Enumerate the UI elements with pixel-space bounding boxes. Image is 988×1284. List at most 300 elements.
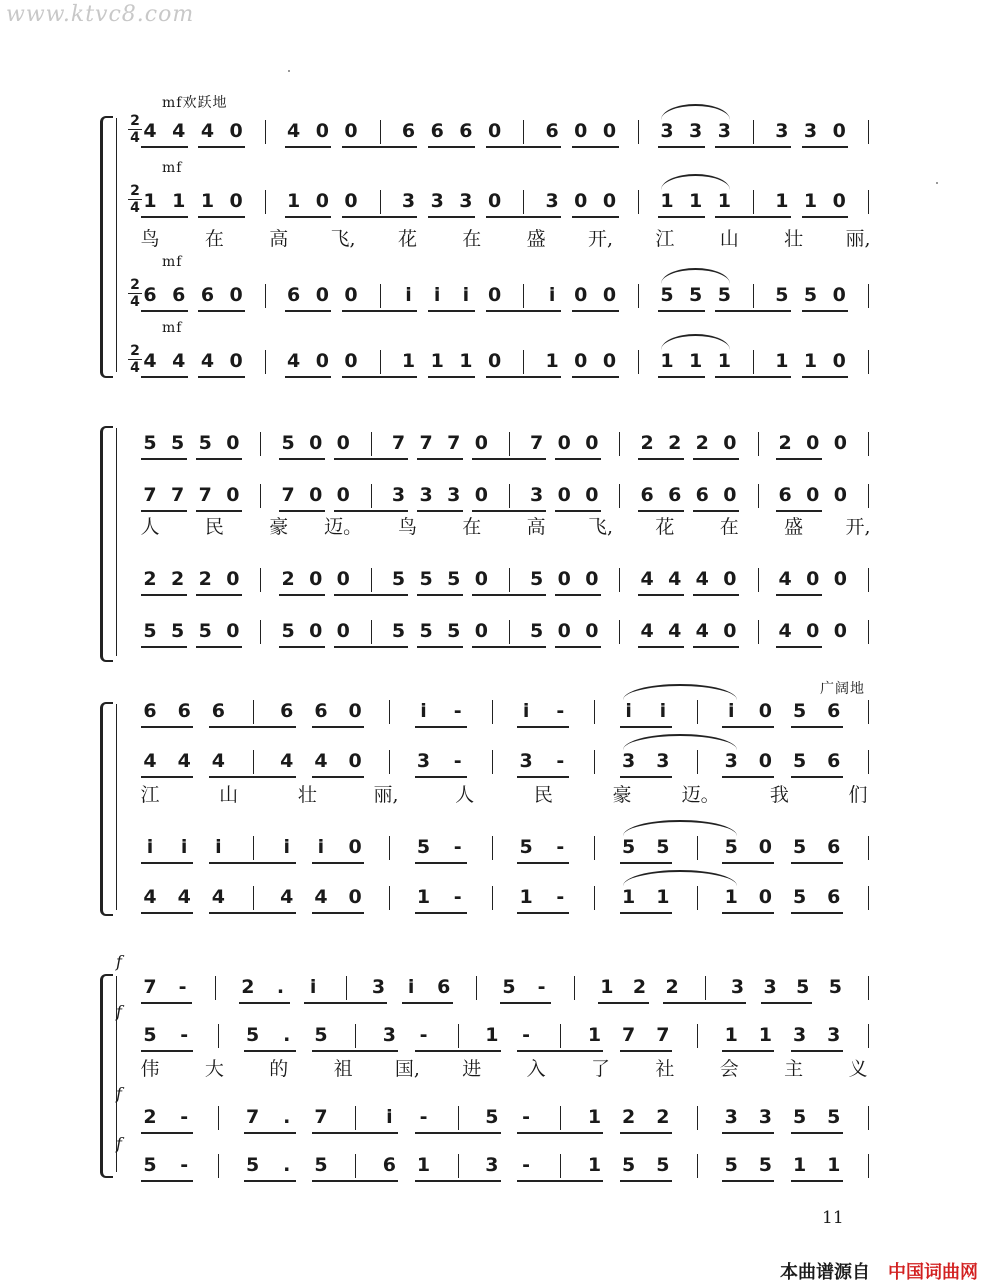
barline — [371, 620, 372, 644]
beam-underline — [239, 1002, 290, 1004]
barline — [492, 750, 493, 774]
numbered-note: 0 — [602, 350, 617, 372]
numbered-note: 6 — [177, 700, 191, 722]
numbered-note: 1 — [803, 190, 818, 212]
dynamic-marking: f — [116, 1084, 123, 1103]
numbered-note: 7 — [143, 976, 157, 998]
beam-underline — [279, 594, 325, 596]
numbered-note: 4 — [200, 120, 215, 142]
beam-underline — [342, 376, 417, 378]
tie-slur — [661, 174, 730, 190]
numbered-note: 0 — [488, 350, 502, 372]
barline — [260, 432, 261, 456]
numbered-note: i — [146, 836, 154, 858]
barline — [509, 620, 510, 644]
numbered-note: 4 — [280, 886, 294, 908]
beam-underline — [334, 646, 407, 648]
numbered-note: 6 — [172, 284, 186, 306]
lyric-syllable: 人 — [455, 784, 475, 806]
numbered-note: 7 — [622, 1024, 636, 1046]
numbered-note: 0 — [585, 432, 599, 454]
barline — [218, 1154, 219, 1178]
barline — [389, 836, 390, 860]
numbered-note: 0 — [574, 284, 588, 306]
numbered-note: 5 — [724, 836, 738, 858]
lyric-syllable: 花 — [655, 516, 675, 538]
time-signature: 2 4 — [128, 184, 142, 215]
beam-underline — [791, 1180, 843, 1182]
numbered-note: 3 — [660, 120, 674, 142]
numbered-note: 5 — [529, 568, 544, 590]
numbered-note: 4 — [211, 886, 225, 908]
numbered-note: 0 — [557, 568, 571, 590]
numbered-note: 3 — [758, 1106, 773, 1128]
numbered-note: 1 — [724, 1024, 738, 1046]
numbered-note: 5 — [803, 284, 818, 306]
barline — [355, 1106, 356, 1130]
numbered-note: 5 — [447, 568, 461, 590]
beam-underline — [722, 1050, 774, 1052]
numbered-note: 5 — [143, 1154, 157, 1176]
numbered-note: 0 — [557, 432, 571, 454]
barline — [758, 484, 759, 508]
dash-note: - — [453, 750, 462, 772]
numbered-note: 4 — [778, 620, 792, 642]
numbered-note: 2 — [143, 568, 157, 590]
barline — [260, 484, 261, 508]
barline — [260, 620, 261, 644]
beam-underline — [620, 862, 672, 864]
part-line — [0, 1152, 988, 1178]
numbered-note: 7 — [245, 1106, 260, 1128]
beam-underline — [620, 1050, 672, 1052]
augmentation-dot: . — [283, 1106, 291, 1128]
beam-underline — [279, 646, 325, 648]
part-line — [0, 698, 988, 724]
beam-underline — [279, 510, 325, 512]
beam-underline — [598, 1002, 649, 1004]
beam-underline — [620, 912, 672, 914]
barline — [753, 190, 754, 214]
numbered-note: 0 — [832, 190, 846, 212]
beam-underline — [417, 510, 463, 512]
barline — [753, 284, 754, 308]
barline — [638, 350, 639, 374]
numbered-note: 0 — [723, 484, 737, 506]
beam-underline — [312, 912, 364, 914]
numbered-note: 7 — [391, 432, 406, 454]
numbered-note: 0 — [602, 190, 617, 212]
numbered-note: 2 — [665, 976, 679, 998]
dynamic-marking: f — [116, 1002, 123, 1021]
beam-underline — [802, 376, 849, 378]
barline — [492, 886, 493, 910]
beam-underline — [244, 1050, 296, 1052]
lyric-syllable: 江 — [140, 784, 160, 806]
beam-underline — [244, 1132, 296, 1134]
lyric-syllable: 高 — [269, 228, 289, 250]
numbered-note: 0 — [348, 836, 362, 858]
numbered-note: i — [309, 976, 317, 998]
numbered-note: 5 — [792, 750, 807, 772]
numbered-note: 0 — [602, 120, 617, 142]
time-signature: 2 4 — [128, 344, 142, 375]
numbered-note: 4 — [286, 120, 301, 142]
numbered-note: 5 — [391, 620, 406, 642]
lyric-syllable: 开, — [845, 516, 871, 538]
numbered-note: 0 — [488, 190, 502, 212]
numbered-note: 0 — [806, 568, 820, 590]
barline — [868, 432, 869, 456]
barline — [868, 886, 869, 910]
lyric-syllable: 豪 — [612, 784, 632, 806]
numbered-note: 0 — [344, 284, 358, 306]
barline — [868, 700, 869, 724]
numbered-note: 1 — [792, 1154, 807, 1176]
barline — [523, 350, 524, 374]
beam-underline — [722, 1132, 774, 1134]
beam-underline — [342, 216, 417, 218]
lyric-syllable: 盛 — [526, 228, 546, 250]
barline — [758, 620, 759, 644]
numbered-note: 4 — [143, 750, 157, 772]
barline — [638, 284, 639, 308]
beam-underline — [791, 726, 843, 728]
numbered-note: 0 — [557, 620, 571, 642]
barline — [868, 1106, 869, 1130]
barline — [868, 750, 869, 774]
numbered-note: 5 — [170, 620, 185, 642]
numbered-note: 0 — [226, 432, 240, 454]
numbered-note: 5 — [724, 1154, 738, 1176]
beam-underline — [693, 510, 739, 512]
numbered-note: 0 — [833, 568, 847, 590]
watermark: www.ktvc8.com — [6, 2, 195, 27]
numbered-note: 1 — [143, 190, 157, 212]
barline — [265, 350, 266, 374]
barline — [492, 836, 493, 860]
beam-underline — [285, 216, 332, 218]
numbered-note: 0 — [758, 750, 773, 772]
beam-underline — [196, 458, 242, 460]
numbered-note: 3 — [459, 190, 473, 212]
barline — [868, 484, 869, 508]
beam-underline — [572, 146, 619, 148]
numbered-note: 0 — [315, 120, 329, 142]
beam-underline — [620, 726, 672, 728]
lyric-syllable: 迈。 — [681, 784, 720, 806]
numbered-note: 0 — [574, 120, 588, 142]
numbered-note: 0 — [723, 432, 737, 454]
numbered-note: 1 — [660, 190, 674, 212]
numbered-note: 7 — [419, 432, 433, 454]
lyric-syllable: 主 — [784, 1058, 804, 1080]
numbered-note: 5 — [419, 620, 433, 642]
numbered-note: 5 — [143, 432, 157, 454]
numbered-note: 4 — [640, 568, 654, 590]
numbered-note: 2 — [695, 432, 709, 454]
beam-underline — [428, 376, 475, 378]
lyric-syllable: 飞, — [330, 228, 356, 250]
beam-underline — [312, 726, 364, 728]
numbered-note: i — [420, 700, 427, 722]
numbered-note: 7 — [170, 484, 185, 506]
numbered-note: 0 — [758, 886, 773, 908]
numbered-note: i — [180, 836, 188, 858]
numbered-note: 5 — [485, 1106, 499, 1128]
barline — [697, 1154, 698, 1178]
tie-slur — [661, 104, 730, 120]
lyric-syllable: 花 — [397, 228, 417, 250]
numbered-note: 6 — [778, 484, 792, 506]
numbered-note: 3 — [430, 190, 444, 212]
barline — [868, 836, 869, 860]
beam-underline — [415, 776, 467, 778]
lyric-syllable: 在 — [462, 228, 482, 250]
barline — [389, 700, 390, 724]
numbered-note: 1 — [827, 1154, 841, 1176]
numbered-note: 5 — [281, 432, 295, 454]
numbered-note: 0 — [344, 190, 358, 212]
dash-note: - — [178, 976, 187, 998]
numbered-note: i — [407, 976, 415, 998]
numbered-note: 4 — [314, 750, 328, 772]
tie-slur — [623, 684, 738, 700]
numbered-note: 5 — [792, 886, 807, 908]
beam-underline — [334, 594, 407, 596]
numbered-note: 3 — [827, 1024, 841, 1046]
barline — [260, 568, 261, 592]
barline — [215, 976, 216, 1000]
beam-underline — [658, 146, 705, 148]
beam-underline — [776, 458, 822, 460]
lyric-syllable: 们 — [848, 784, 868, 806]
beam-underline — [715, 310, 790, 312]
barline — [371, 568, 372, 592]
dash-note: - — [453, 836, 462, 858]
beam-underline — [417, 646, 463, 648]
dash-note: - — [419, 1106, 428, 1128]
numbered-note: 1 — [803, 350, 818, 372]
dash-note: - — [556, 836, 565, 858]
numbered-note: i — [433, 284, 441, 306]
dynamic-marking: mf — [162, 160, 183, 176]
beam-underline — [620, 1132, 672, 1134]
beam-underline — [638, 594, 684, 596]
beam-underline — [572, 310, 619, 312]
beam-underline — [141, 1180, 193, 1182]
dynamic-marking: f — [116, 952, 123, 971]
footer-source-label: 本曲谱源自 — [780, 1262, 870, 1283]
beam-underline — [244, 1180, 296, 1182]
numbered-note: 5 — [143, 620, 157, 642]
beam-underline — [334, 458, 407, 460]
lyric-syllable: 社 — [655, 1058, 675, 1080]
numbered-note: 5 — [717, 284, 732, 306]
beam-underline — [198, 376, 245, 378]
numbered-note: 0 — [474, 568, 488, 590]
numbered-note: 7 — [314, 1106, 328, 1128]
beam-underline — [415, 1180, 501, 1182]
numbered-note: 3 — [416, 750, 431, 772]
barline — [380, 190, 381, 214]
lyric-syllable: 在 — [719, 516, 739, 538]
numbered-note: 3 — [656, 750, 670, 772]
numbered-note: 5 — [281, 620, 295, 642]
beam-underline — [517, 1180, 603, 1182]
beam-underline — [517, 726, 569, 728]
beam-underline — [472, 458, 545, 460]
beam-underline — [776, 646, 822, 648]
part-line — [0, 348, 988, 374]
beam-underline — [415, 726, 467, 728]
numbered-note: 5 — [519, 836, 533, 858]
numbered-note: 0 — [806, 484, 820, 506]
barline — [218, 1106, 219, 1130]
lyric-syllable: 祖 — [333, 1058, 353, 1080]
barline — [346, 976, 347, 1000]
numbered-note: 6 — [695, 484, 709, 506]
numbered-note: 0 — [832, 284, 846, 306]
numbered-note: 3 — [545, 190, 559, 212]
numbered-note: 6 — [668, 484, 682, 506]
part-line — [0, 834, 988, 860]
numbered-note: 5 — [143, 1024, 157, 1046]
numbered-note: 0 — [723, 620, 737, 642]
numbered-note: 4 — [143, 886, 157, 908]
numbered-note: 0 — [585, 484, 599, 506]
beam-underline — [791, 776, 843, 778]
beam-underline — [486, 216, 561, 218]
barline — [868, 1024, 869, 1048]
barline — [753, 350, 754, 374]
numbered-note: 3 — [724, 1106, 738, 1128]
numbered-note: 5 — [529, 620, 544, 642]
numbered-note: i — [522, 700, 530, 722]
numbered-note: 6 — [143, 700, 157, 722]
numbered-note: 0 — [574, 190, 588, 212]
barline — [619, 568, 620, 592]
numbered-note: 2 — [632, 976, 647, 998]
numbered-note: 1 — [660, 350, 674, 372]
barline — [868, 568, 869, 592]
tie-slur — [661, 334, 730, 350]
dash-note: - — [556, 700, 565, 722]
barline — [619, 432, 620, 456]
lyric-syllable: 开, — [588, 228, 614, 250]
numbered-note: 6 — [286, 284, 301, 306]
barline — [697, 836, 698, 860]
barline — [574, 976, 575, 1000]
beam-underline — [141, 594, 187, 596]
beam-underline — [402, 1002, 453, 1004]
page-number: 11 — [822, 1208, 844, 1228]
numbered-note: 3 — [717, 120, 732, 142]
numbered-note: 4 — [695, 620, 709, 642]
numbered-note: 3 — [447, 484, 461, 506]
numbered-note: 3 — [419, 484, 433, 506]
beam-underline — [555, 458, 601, 460]
beam-underline — [428, 310, 475, 312]
beam-underline — [517, 912, 569, 914]
numbered-note: 0 — [229, 284, 243, 306]
beam-underline — [555, 646, 601, 648]
numbered-note: i — [405, 284, 412, 306]
numbered-note: 3 — [775, 120, 789, 142]
numbered-note: 4 — [143, 350, 157, 372]
beam-underline — [415, 1050, 501, 1052]
numbered-note: 4 — [177, 750, 191, 772]
beam-underline — [722, 912, 774, 914]
footer-site-link[interactable]: 中国词曲网 — [888, 1262, 978, 1283]
numbered-note: 0 — [336, 432, 350, 454]
beam-underline — [141, 1132, 193, 1134]
beam-underline — [415, 862, 467, 864]
barline — [868, 120, 869, 144]
beam-underline — [472, 510, 545, 512]
lyric-syllable: 山 — [719, 228, 739, 250]
beam-underline — [791, 1050, 843, 1052]
barline — [868, 284, 869, 308]
barline — [868, 350, 869, 374]
numbered-note: 0 — [758, 700, 773, 722]
numbered-note: 6 — [827, 750, 841, 772]
numbered-note: 2 — [668, 432, 682, 454]
barline — [638, 190, 639, 214]
beam-underline — [342, 310, 417, 312]
beam-underline — [141, 376, 188, 378]
numbered-note: 5 — [792, 836, 807, 858]
beam-underline — [658, 216, 705, 218]
barline — [355, 1024, 356, 1048]
part-line — [0, 884, 988, 910]
barline — [218, 1024, 219, 1048]
numbered-note: 0 — [574, 350, 588, 372]
barline — [594, 750, 595, 774]
barline — [380, 350, 381, 374]
barline — [868, 976, 869, 1000]
numbered-note: 1 — [724, 886, 738, 908]
numbered-note: 0 — [315, 350, 329, 372]
numbered-note: 5 — [689, 284, 703, 306]
part-line — [0, 566, 988, 592]
beam-underline — [285, 376, 332, 378]
lyric-line — [0, 226, 988, 252]
numbered-note: 5 — [622, 1154, 636, 1176]
barline — [523, 120, 524, 144]
numbered-note: 4 — [695, 568, 709, 590]
barline — [697, 886, 698, 910]
numbered-note: 5 — [416, 836, 431, 858]
lyric-syllable: 鸟 — [397, 516, 417, 538]
dash-note: - — [453, 700, 462, 722]
beam-underline — [802, 146, 849, 148]
numbered-note: 1 — [775, 190, 789, 212]
barline — [371, 484, 372, 508]
dash-note: - — [556, 750, 565, 772]
augmentation-dot: . — [283, 1154, 291, 1176]
numbered-note: 5 — [198, 620, 212, 642]
numbered-note: 0 — [309, 568, 323, 590]
numbered-note: 0 — [806, 432, 820, 454]
barline — [265, 190, 266, 214]
dash-note: - — [522, 1024, 531, 1046]
beam-underline — [304, 1002, 387, 1004]
beam-underline — [620, 776, 672, 778]
beam-underline — [776, 594, 822, 596]
lyric-syllable: 迈。 — [324, 516, 363, 538]
beam-underline — [791, 1132, 843, 1134]
